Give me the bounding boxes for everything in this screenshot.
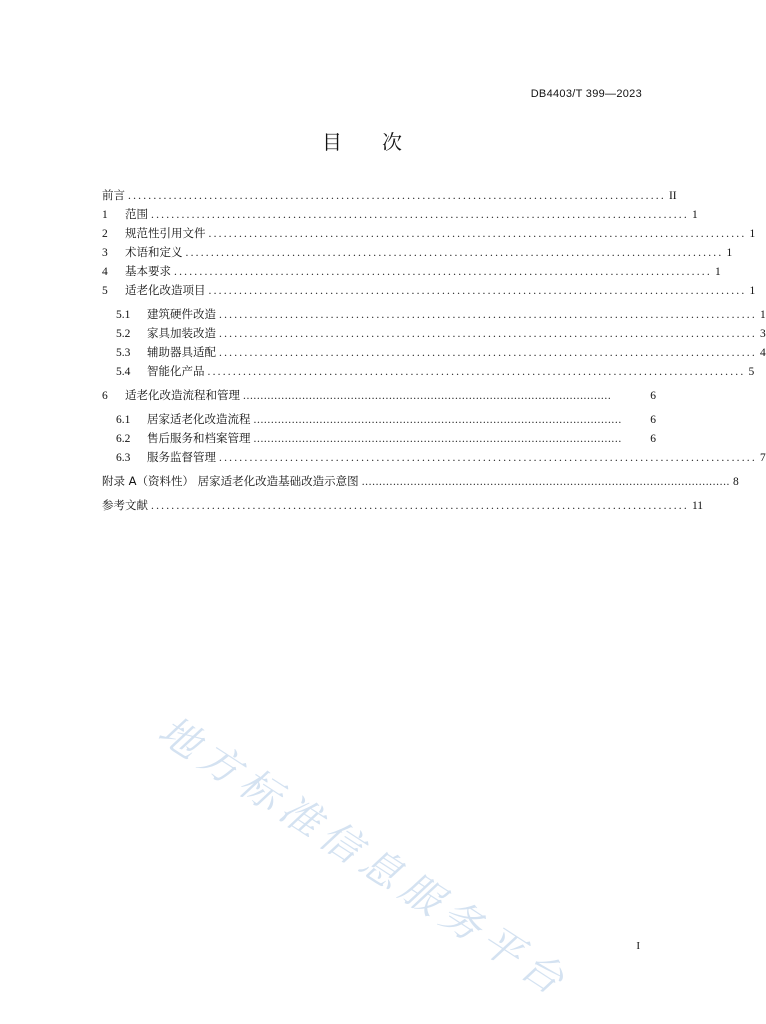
toc-entry-6-2[interactable]: [102, 429, 656, 448]
toc-label: 参考文献: [102, 498, 148, 512]
title-char-1: 目: [322, 130, 342, 154]
table-of-contents: [102, 186, 766, 515]
toc-leader: ..........................................................................................................: [174, 266, 712, 278]
toc-leader: ..........................................................................................................: [185, 247, 724, 259]
toc-entry-references[interactable]: [102, 496, 704, 515]
toc-label: 前言: [102, 188, 125, 202]
toc-entry-5-4[interactable]: [102, 362, 755, 381]
toc-page: 1: [749, 285, 756, 297]
toc-entry-1[interactable]: [102, 205, 698, 224]
watermark: 地方标准信息服务平台: [150, 707, 578, 1008]
toc-page: 6: [650, 414, 656, 426]
toc-leader: ..........................................................................................................: [208, 285, 747, 297]
toc-leader: ..........................................................................................................: [243, 390, 612, 402]
page-title: [0, 126, 724, 155]
toc-entry-5[interactable]: [102, 281, 756, 300]
toc-page: 1: [749, 228, 756, 240]
toc-leader: ..........................................................................................................: [219, 347, 757, 359]
toc-leader: ..........................................................................................................: [151, 500, 689, 512]
toc-label: 居家适老化改造流程: [147, 412, 251, 426]
toc-number: 5.4: [116, 366, 131, 378]
toc-number: 5: [102, 285, 108, 297]
toc-leader: ..........................................................................................................: [128, 190, 666, 202]
toc-number: 6.2: [116, 433, 131, 445]
toc-number: 3: [102, 247, 108, 259]
toc-page: 1: [714, 266, 721, 278]
page-number: I: [636, 940, 640, 952]
toc-entry-6[interactable]: [102, 386, 656, 405]
toc-leader: ..........................................................................................................: [253, 433, 622, 445]
toc-label: 智能化产品: [147, 364, 205, 378]
toc-number: 4: [102, 266, 108, 278]
toc-leader: ..........................................................................................................: [253, 414, 622, 426]
toc-label: 范围: [125, 207, 148, 221]
toc-label: 术语和定义: [125, 245, 183, 259]
toc-entry-2[interactable]: [102, 224, 756, 243]
toc-entry-foreword[interactable]: [102, 186, 677, 205]
toc-number: 5.3: [116, 347, 131, 359]
toc-label: 附录 A（资料性） 居家适老化改造基础改造示意图: [102, 474, 359, 488]
toc-label: 家具加装改造: [147, 326, 216, 340]
toc-entry-5-1[interactable]: [102, 305, 766, 324]
toc-number: 5.1: [116, 309, 131, 321]
toc-page: 8: [733, 476, 739, 488]
toc-page: 4: [759, 347, 766, 359]
toc-page: 3: [759, 328, 766, 340]
toc-label: 建筑硬件改造: [147, 307, 216, 321]
toc-entry-4[interactable]: [102, 262, 721, 281]
toc-entry-5-3[interactable]: [102, 343, 766, 362]
toc-page: II: [668, 190, 677, 202]
toc-entry-3[interactable]: [102, 243, 733, 262]
toc-number: 5.2: [116, 328, 131, 340]
toc-label: 适老化改造项目: [125, 283, 206, 297]
title-char-2: 次: [382, 130, 402, 154]
document-code: DB4403/T 399—2023: [530, 88, 642, 100]
toc-leader: ..........................................................................................................: [219, 328, 757, 340]
toc-label: 售后服务和档案管理: [147, 431, 251, 445]
toc-number: 1: [102, 209, 108, 221]
toc-leader: ..........................................................................................................: [361, 476, 731, 488]
toc-page: 1: [726, 247, 733, 259]
toc-entry-6-3[interactable]: [102, 448, 766, 467]
toc-page: 6: [650, 433, 656, 445]
toc-entry-5-2[interactable]: [102, 324, 766, 343]
toc-page: 6: [650, 390, 656, 402]
toc-label: 服务监督管理: [147, 450, 216, 464]
toc-entry-annex-a[interactable]: [102, 472, 739, 491]
toc-page: 5: [748, 366, 755, 378]
toc-entry-6-1[interactable]: [102, 410, 656, 429]
toc-label: 规范性引用文件: [125, 226, 206, 240]
toc-page: 1: [759, 309, 766, 321]
toc-page: 7: [759, 452, 766, 464]
toc-label: 辅助器具适配: [147, 345, 216, 359]
toc-number: 6.1: [116, 414, 131, 426]
toc-leader: ..........................................................................................................: [151, 209, 689, 221]
toc-leader: ..........................................................................................................: [207, 366, 746, 378]
toc-label: 基本要求: [125, 264, 171, 278]
toc-leader: ..........................................................................................................: [219, 309, 757, 321]
toc-number: 6.3: [116, 452, 131, 464]
toc-page: 11: [691, 500, 704, 512]
toc-label: 适老化改造流程和管理: [125, 388, 240, 402]
toc-number: 2: [102, 228, 108, 240]
toc-page: 1: [691, 209, 698, 221]
toc-leader: ..........................................................................................................: [208, 228, 747, 240]
toc-number: 6: [102, 390, 108, 402]
toc-leader: ..........................................................................................................: [219, 452, 757, 464]
